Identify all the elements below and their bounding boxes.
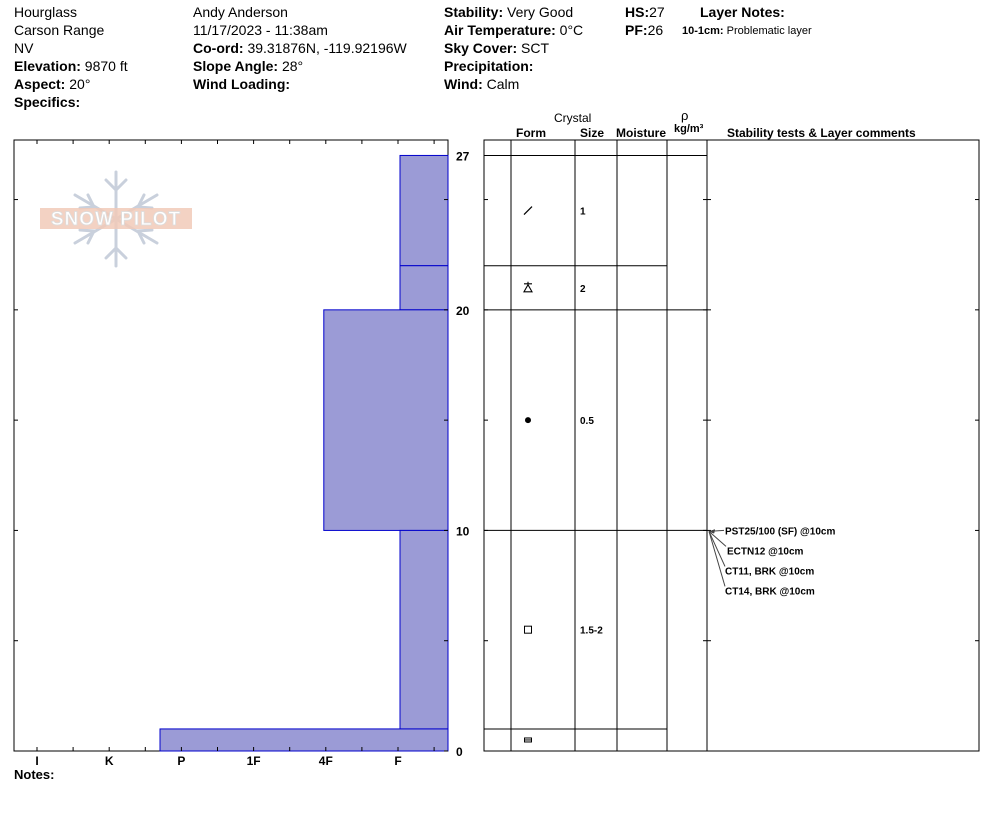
form-symbol-decomposing-icon (524, 207, 532, 215)
layer-notes-label: Layer Notes: (700, 4, 785, 20)
range-name: Carson Range (14, 22, 105, 38)
depth-tick-label-10: 10 (456, 524, 470, 539)
rho-header: ρ (681, 108, 689, 123)
crystal-size-2: 0.5 (580, 416, 594, 428)
stability-test-0: PST25/100 (SF) @10cm (725, 526, 836, 538)
depth-tick-label-20: 20 (456, 303, 470, 318)
form-symbol-melt-form-icon (525, 417, 531, 423)
state-name: NV (14, 40, 34, 56)
specifics: Specifics: (14, 94, 81, 110)
hardness-label-4F: 4F (318, 754, 333, 768)
layer-bar-0 (400, 155, 448, 265)
hardness-label-K: K (104, 754, 114, 768)
layer-bar-1 (400, 266, 448, 310)
elevation: Elevation: 9870 ft (14, 58, 128, 74)
layer-grid-frame (484, 140, 979, 751)
notes-label: Notes: (14, 767, 55, 782)
layer-bar-2 (324, 310, 448, 531)
hardness-label-F: F (394, 754, 402, 768)
observation-datetime: 11/17/2023 - 11:38am (193, 22, 328, 38)
precipitation: Precipitation: (444, 58, 534, 74)
layer-bar-4 (160, 729, 448, 751)
coordinates: Co-ord: 39.31876N, -119.92196W (193, 40, 407, 56)
stability: Stability: Very Good (444, 4, 574, 20)
hardness-label-I: I (35, 754, 39, 768)
density-unit-header: kg/m³ (674, 123, 704, 135)
form-symbol-faceted-icon (525, 626, 532, 633)
observer-name: Andy Anderson (193, 4, 288, 20)
crystal-size-1: 2 (580, 283, 586, 295)
crystal-header: Crystal (554, 111, 592, 125)
layer-note-text: Problematic layer (726, 25, 812, 37)
air-temperature: Air Temperature: 0°C (444, 22, 584, 38)
snowpilot-logo (40, 172, 192, 266)
wind-loading: Wind Loading: (193, 76, 291, 92)
moisture-header: Moisture (616, 126, 667, 140)
stability-test-2: CT11, BRK @10cm (725, 566, 815, 578)
test-arrow-2 (709, 531, 725, 566)
hardness-label-P: P (177, 754, 186, 768)
form-header: Form (516, 126, 546, 140)
depth-tick-label-0: 0 (456, 745, 463, 759)
location-name: Hourglass (14, 4, 78, 20)
test-arrow-3 (709, 531, 725, 586)
pf: PF:26 (625, 22, 664, 38)
crystal-size-3: 1.5-2 (580, 625, 603, 637)
layer-note-depth: 10-1cm: (682, 25, 724, 37)
stability-test-3: CT14, BRK @10cm (725, 586, 815, 598)
hardness-label-1F: 1F (246, 754, 261, 768)
wind: Wind: Calm (444, 76, 520, 92)
depth-tick-label-27: 27 (456, 149, 470, 164)
layer-bar-3 (400, 530, 448, 729)
slope-angle: Slope Angle: 28° (193, 58, 304, 74)
stability-test-1: ECTN12 @10cm (727, 546, 804, 558)
form-symbol-surface-hoar-icon (524, 282, 532, 292)
logo-text: SNOW PILOT (50, 209, 182, 230)
sky-cover: Sky Cover: SCT (444, 40, 550, 56)
aspect: Aspect: 20° (14, 76, 91, 92)
crystal-size-0: 1 (580, 206, 586, 218)
size-header: Size (580, 126, 605, 140)
stability-header: Stability tests & Layer comments (727, 126, 916, 140)
hs: HS:27 (625, 4, 665, 20)
